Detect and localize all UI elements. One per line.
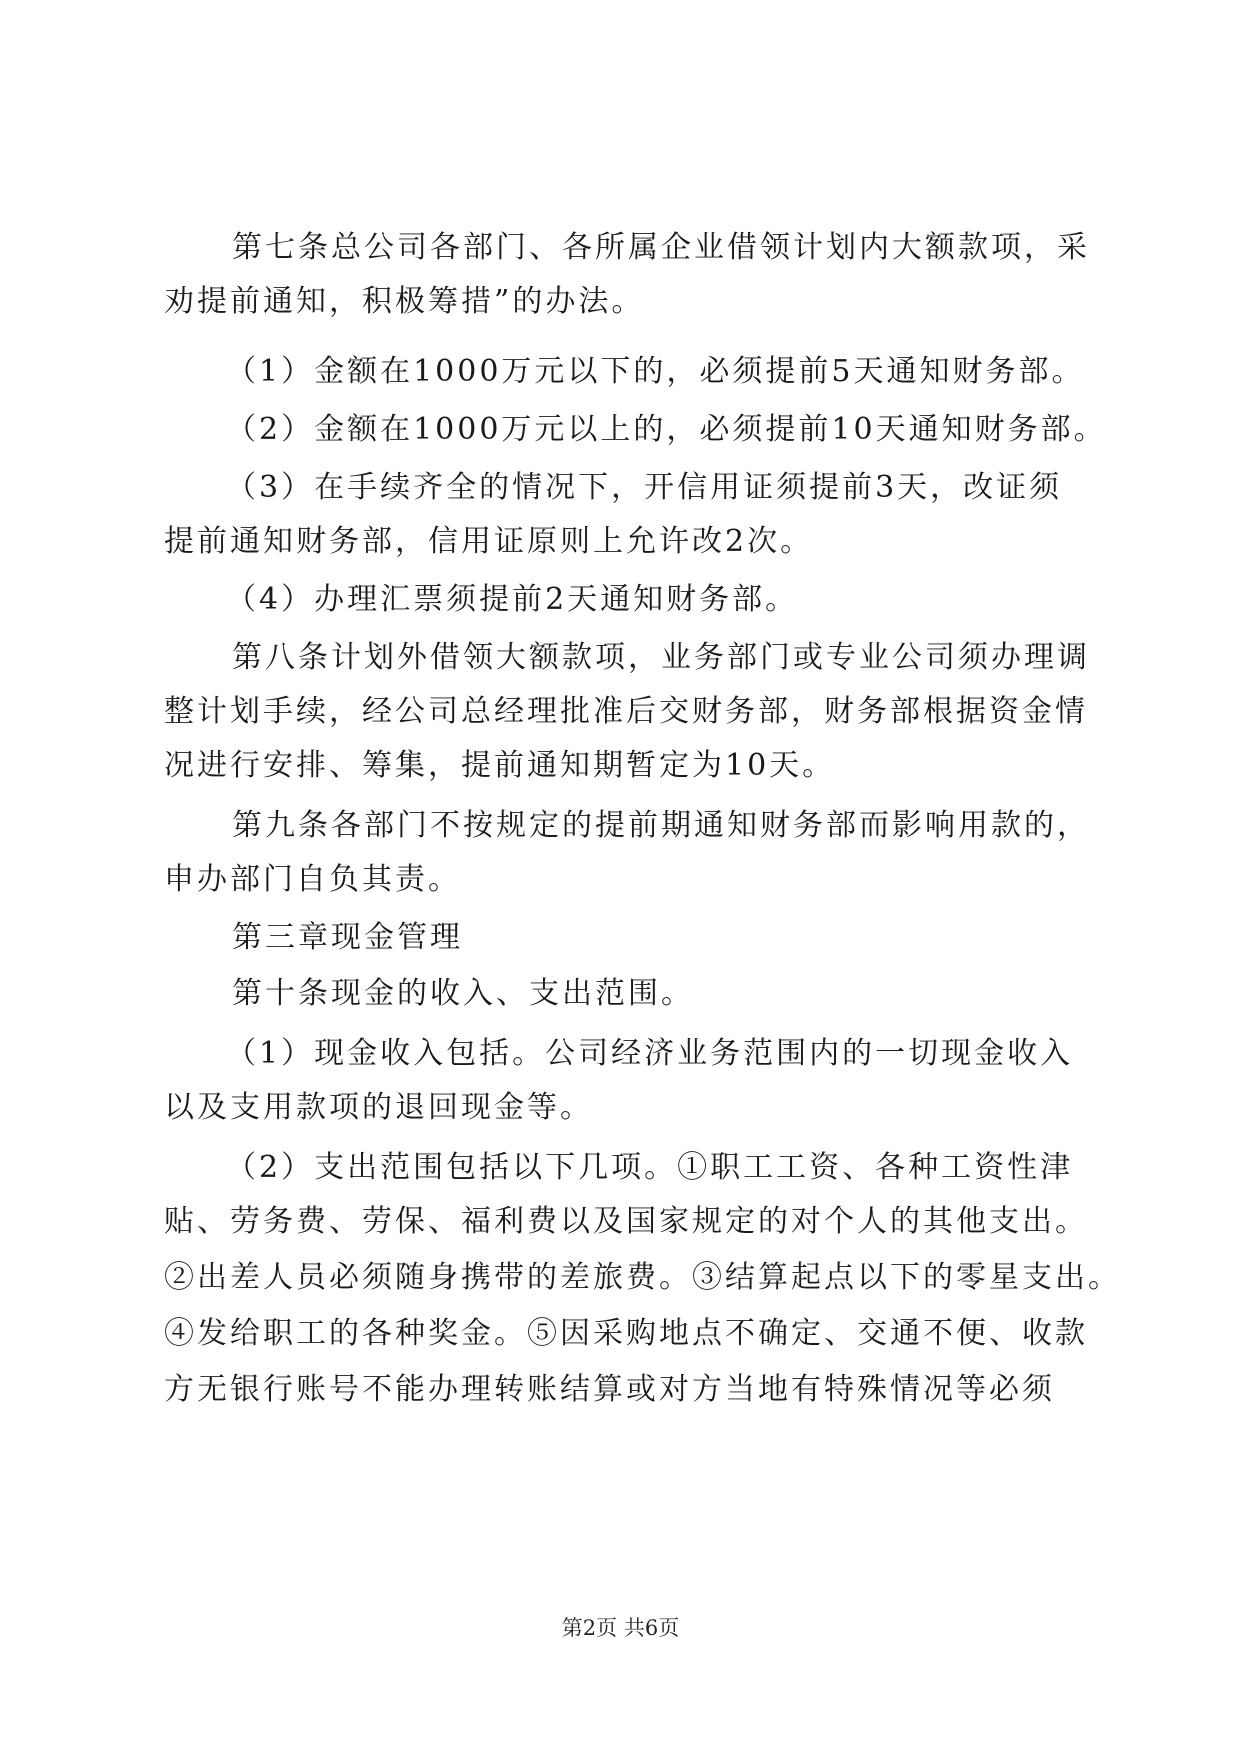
text-line: （3）在手续齐全的情况下，开信用证须提前3天，改证须 [226,470,1063,505]
text-line: （1）现金收入包括。公司经济业务范围内的一切现金收入 [226,1036,1074,1071]
text-line: （2）金额在1000万元以上的，必须提前10天通知财务部。 [226,412,1107,447]
text-line: 方无银行账号不能办理转账结算或对方当地有特殊情况等必须 [164,1372,1055,1407]
text-line: 提前通知财务部，信用证原则上允许改2次。 [164,524,814,559]
text-line: 况进行安排、筹集，提前通知期暂定为10天。 [164,748,836,783]
text-line: （1）金额在1000万元以下的，必须提前5天通知财务部。 [226,354,1085,389]
text-line: 贴、劳务费、劳保、福利费以及国家规定的对个人的其他支出。 [164,1204,1088,1239]
text-line: （2）支出范围包括以下几项。①职工工资、各种工资性津 [226,1150,1074,1185]
text-line: 第十条现金的收入、支出范围。 [232,976,694,1011]
text-line: （4）办理汇票须提前2天通知财务部。 [226,582,799,617]
text-line: 第八条计划外借领大额款项，业务部门或专业公司须办理调 [232,640,1090,675]
text-line: 第九条各部门不按规定的提前期通知财务部而影响用款的， [232,808,1090,843]
page-number-footer: 第2页 共6页 [561,1616,680,1640]
text-line: 申办部门自负其责。 [164,862,461,897]
text-line: ②出差人员必须随身携带的差旅费。③结算起点以下的零星支出。 [164,1260,1121,1295]
text-line: 整计划手续，经公司总经理批准后交财务部，财务部根据资金情 [164,694,1088,729]
text-line: 第七条总公司各部门、各所属企业借领计划内大额款项，采 [232,230,1090,265]
text-line: ④发给职工的各种奖金。⑤因采购地点不确定、交通不便、收款 [164,1316,1088,1351]
text-line: 以及支用款项的退回现金等。 [164,1090,593,1125]
section-heading: 第三章现金管理 [232,920,463,955]
text-line: 劝提前通知，积极筹措”的办法。 [164,284,645,319]
